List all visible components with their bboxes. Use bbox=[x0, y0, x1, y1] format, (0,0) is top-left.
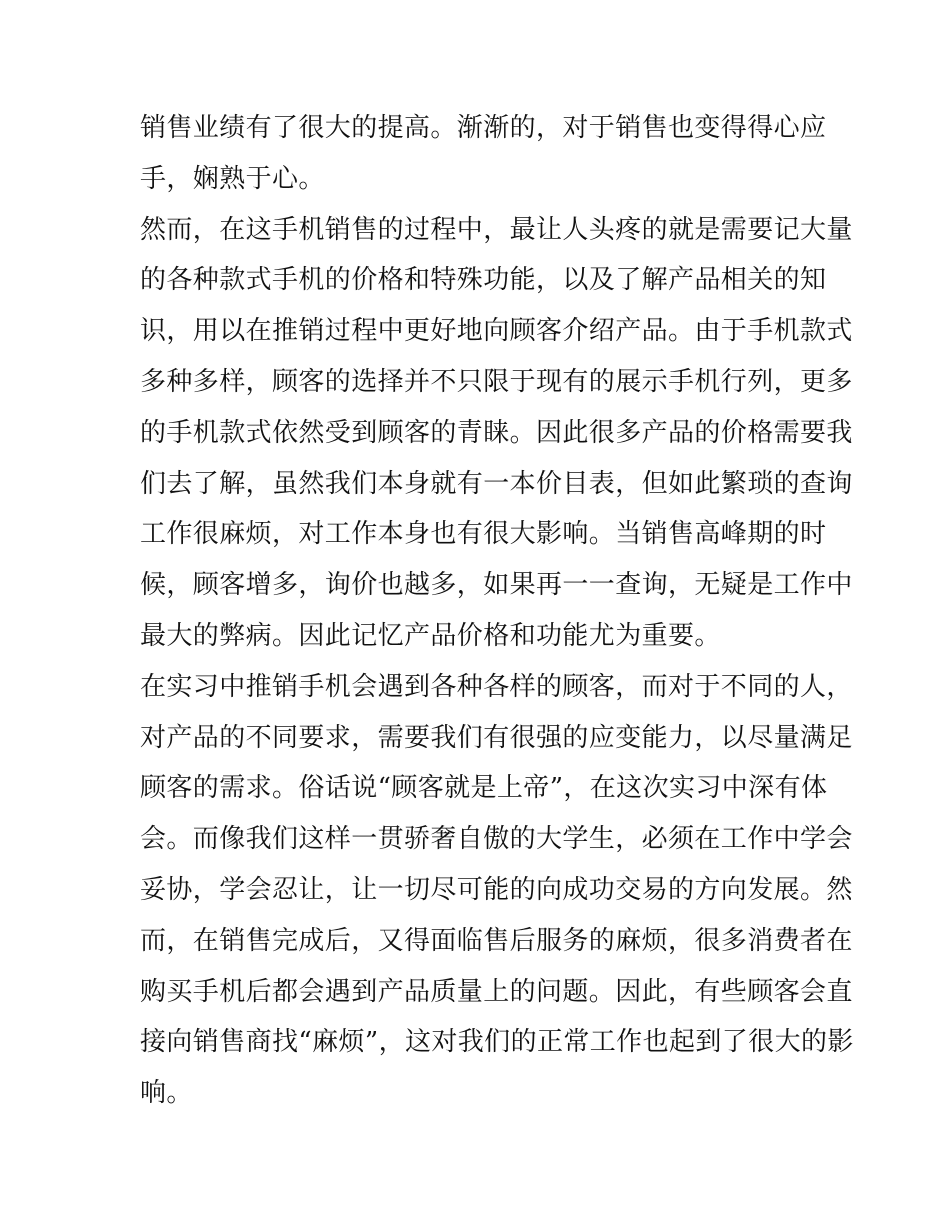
text-line: 多种多样，顾客的选择并不只限于现有的展示手机行列，更多 bbox=[140, 366, 853, 397]
text-line: 然而，在这手机销售的过程中，最让人头疼的就是需要记大量 bbox=[140, 214, 853, 245]
text-line: 对产品的不同要求，需要我们有很强的应变能力，以尽量满足 bbox=[140, 722, 853, 753]
text-line: 工作很麻烦，对工作本身也有很大影响。当销售高峰期的时 bbox=[140, 519, 827, 550]
text-line: 候，顾客增多，询价也越多，如果再一一查询，无疑是工作中 bbox=[140, 570, 853, 601]
text-line: 顾客的需求。俗话说“顾客就是上帝”，在这次实习中深有体 bbox=[140, 773, 828, 804]
text-line: 的手机款式依然受到顾客的青睐。因此很多产品的价格需要我 bbox=[140, 417, 853, 448]
text-line: 手，娴熟于心。 bbox=[140, 163, 325, 194]
text-line: 会。而像我们这样一贯骄奢自傲的大学生，必须在工作中学会 bbox=[140, 824, 853, 855]
text-line: 最大的弊病。因此记忆产品价格和功能尤为重要。 bbox=[140, 620, 721, 651]
text-line: 妥协，学会忍让，让一切尽可能的向成功交易的方向发展。然 bbox=[140, 874, 853, 905]
text-line: 在实习中推销手机会遇到各种各样的顾客，而对于不同的人， bbox=[140, 671, 853, 702]
text-line: 的各种款式手机的价格和特殊功能，以及了解产品相关的知 bbox=[140, 265, 827, 296]
text-line: 接向销售商找“麻烦”，这对我们的正常工作也起到了很大的影 bbox=[140, 1027, 854, 1058]
text-line: 而，在销售完成后，又得面临售后服务的麻烦，很多消费者在 bbox=[140, 925, 853, 956]
body-text bbox=[140, 103, 854, 1119]
text-line: 识，用以在推销过程中更好地向顾客介绍产品。由于手机款式 bbox=[140, 316, 853, 347]
text-line: 响。 bbox=[140, 1078, 193, 1109]
text-line: 们去了解，虽然我们本身就有一本价目表，但如此繁琐的查询 bbox=[140, 468, 853, 499]
text-line: 购买手机后都会遇到产品质量上的问题。因此，有些顾客会直 bbox=[140, 976, 853, 1007]
text-line: 销售业绩有了很大的提高。渐渐的，对于销售也变得得心应 bbox=[140, 113, 827, 143]
